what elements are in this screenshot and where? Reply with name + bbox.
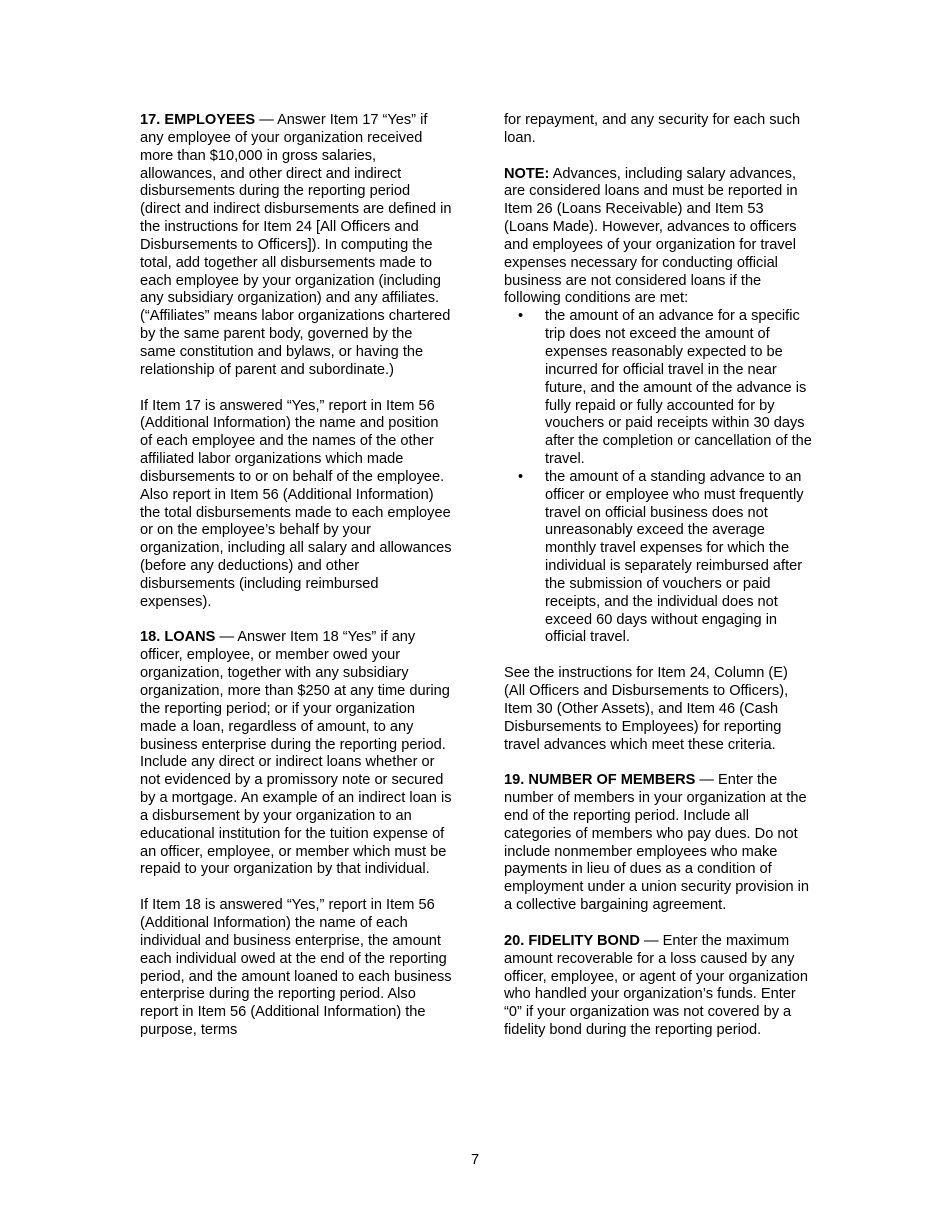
- note-conditions-list: [504, 308, 812, 647]
- list-item: [504, 308, 812, 469]
- list-item: [504, 469, 812, 647]
- list-item-text: the amount of a standing advance to an officer or employee who must frequently travel on official business does not unreasonably exceed the average monthly travel expenses for which the individual is separately reimbursed after the submission of vouchers or paid receipts, and the individual does not exceed 60 days without engaging in official travel.: [545, 468, 804, 646]
- item-17-report-paragraph: If Item 17 is answered “Yes,” report in Item 56 (Additional Information) the name and position of each employee and the names of the other affiliated labor organizations which made disbursements to or on behalf of the employee. Also report in Item 56 (Additional Information) the total disbursements made to each employee or on the employee’s behalf by your organization, including all salary and allowances (before any deductions) and other disbursements (including reimbursed expenses).: [140, 397, 452, 610]
- item-18-heading: 18. LOANS: [140, 629, 216, 646]
- note-label: NOTE:: [504, 165, 550, 182]
- see-instructions-paragraph: See the instructions for Item 24, Column (E) (All Officers and Disbursements to Officers), Item 30 (Other Assets), and Item 46 (Cash Disbursements to Employees) for reporting travel advances which meet these criteria.: [504, 665, 789, 753]
- bullet-icon: •: [518, 468, 524, 485]
- note-paragraph: [504, 166, 812, 309]
- item-18-intro-text: — Answer Item 18 “Yes” if any officer, employee, or member owed your organization, together with any subsidiary organization, more than $250 at any time during the reporting period; or if your organization made a loan, regardless of amount, to any business enterprise during the reporting period. Include any direct or indirect loans whether or not evidenced by a promissory note or secured by a mortgage. An example of an indirect loan is a disbursement by your organization to an educational institution for the tuition expense of an officer, employee, or member which must be repaid to your organization by that individual.: [140, 629, 452, 878]
- list-item-text: the amount of an advance for a specific trip does not exceed the amount of expenses reasonably expected to be incurred for official travel in the near future, and the amount of the advance is fully repaid or fully accounted for by vouchers or paid receipts within 30 days after the completion or cancellation of the travel.: [545, 308, 812, 468]
- item-19-paragraph: [504, 772, 812, 915]
- item-18-continuation: for repayment, and any security for each such loan.: [504, 112, 801, 146]
- item-18-intro: [140, 629, 452, 879]
- item-17-intro-text: — Answer Item 17 “Yes” if any employee of your organization received more than $10,000 in gross salaries, allowances, and other direct and indirect disbursements during the reporting period (direct and indirect disbursements are defined in the instructions for Item 24 [All Officers and Disbursements to Officers]). In computing the total, add together all disbursements made to each employee by your organization (including any subsidiary organization) and any affiliates. (“Affiliates” means labor organizations chartered by the same parent body, governed by the same constitution and bylaws, or having the relationship of parent and subordinate.): [140, 112, 452, 378]
- item-19-heading: 19. NUMBER OF MEMBERS: [504, 772, 696, 789]
- item-17-intro: [140, 112, 452, 380]
- page-number: 7: [470, 1152, 480, 1168]
- item-17-heading: 17. EMPLOYEES: [140, 112, 256, 128]
- item-20-text: — Enter the maximum amount recoverable for a loss caused by any officer, employee, or agent of your organization who handled your organization’s funds. Enter “0” if your organization was not covered by a fidelity bond during the reporting period.: [504, 932, 808, 1039]
- left-column: [140, 112, 452, 1058]
- item-19-text: — Enter the number of members in your organization at the end of the reporting period. Include all categories of members who pay dues. Do not include nonmember employees who make payments in lieu of dues as a condition of employment under a union security provision in a collective bargaining agreement.: [504, 772, 810, 914]
- bullet-icon: •: [518, 308, 524, 325]
- item-20-heading: 20. FIDELITY BOND: [504, 932, 640, 949]
- item-18-report-paragraph: If Item 18 is answered “Yes,” report in Item 56 (Additional Information) the name of each individual and business enterprise, the amount each individual owed at the end of the reporting period, and the amount loaned to each business enterprise during the reporting period. Also report in Item 56 (Additional Information) the purpose, terms: [140, 897, 452, 1039]
- item-20-paragraph: [504, 933, 812, 1040]
- right-column: [504, 112, 812, 1058]
- note-text: Advances, including salary advances, are considered loans and must be reported in Item 26 (Loans Receivable) and Item 53 (Loans Made). However, advances to officers and employees of your organization for travel expenses necessary for conducting official business are not considered loans if the following conditions are met:: [504, 165, 798, 307]
